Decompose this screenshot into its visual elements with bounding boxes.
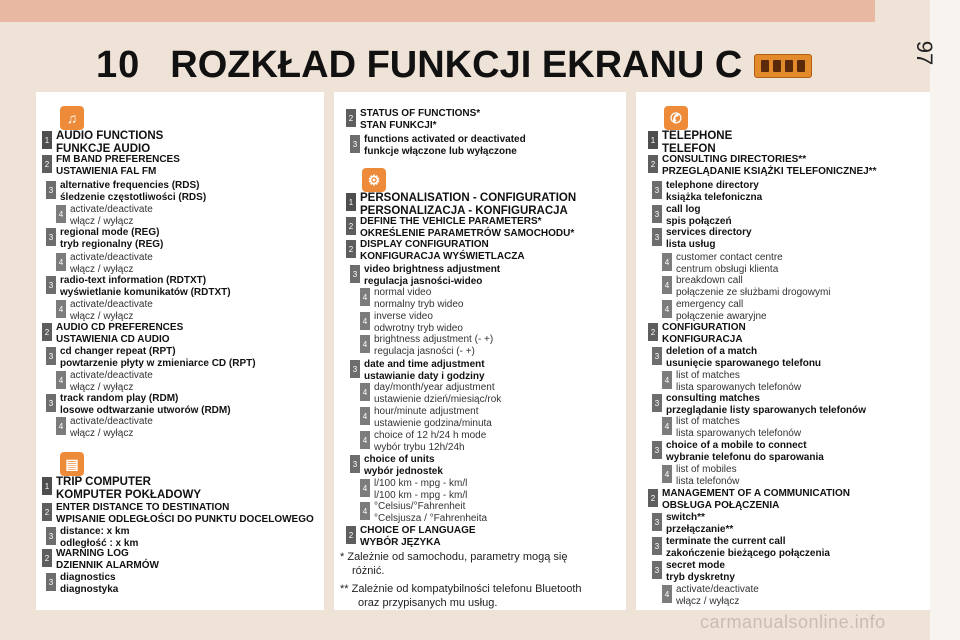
menu-entry-line: MANAGEMENT OF A COMMUNICATION xyxy=(662,488,850,499)
menu-entry-line: ustawianie daty i godziny xyxy=(364,370,485,382)
menu-entry-text xyxy=(676,584,759,607)
menu-entry-line: terminate the current call xyxy=(666,536,786,547)
phone-icon: ✆ xyxy=(664,106,688,130)
menu-entry-line: regulacja jasności (- +) xyxy=(374,345,475,357)
menu-entry-text xyxy=(374,287,463,310)
header-bar xyxy=(0,0,875,22)
chapter-number: 10 xyxy=(96,43,141,86)
menu-entry-text xyxy=(360,239,525,262)
menu-entry-level-4 xyxy=(56,204,153,227)
menu-entry-line: functions activated or deactivated xyxy=(364,134,526,145)
menu-entry-line: OKREŚLENIE PARAMETRÓW SAMOCHODU* xyxy=(360,227,575,239)
level-badge: 4 xyxy=(56,371,66,389)
level-badge: 3 xyxy=(46,181,56,199)
level-badge: 3 xyxy=(46,573,56,591)
trip-computer-icon: ▤ xyxy=(60,452,84,476)
menu-entry-level-4 xyxy=(662,370,801,393)
menu-entry-text xyxy=(364,454,443,477)
menu-entry-text xyxy=(56,322,183,345)
menu-entry-text xyxy=(666,536,830,559)
menu-entry-line: DZIENNIK ALARMÓW xyxy=(56,559,159,571)
menu-entry-text xyxy=(374,478,467,501)
menu-entry-level-2 xyxy=(346,525,476,548)
menu-entry-line: video brightness adjustment xyxy=(364,264,501,275)
menu-entry-text xyxy=(360,192,576,217)
page-number: 97 xyxy=(912,40,938,66)
menu-entry-level-4 xyxy=(56,416,153,439)
menu-entry-line: STATUS OF FUNCTIONS* xyxy=(360,108,481,119)
menu-entry-text xyxy=(56,154,180,177)
menu-entry-text xyxy=(666,180,762,203)
level-badge: 3 xyxy=(652,347,662,365)
menu-entry-line: CONSULTING DIRECTORIES** xyxy=(662,154,807,165)
menu-entry-line: list of matches xyxy=(676,416,740,427)
menu-entry-line: l/100 km - mpg - km/l xyxy=(374,489,468,501)
level-badge: 1 xyxy=(42,477,52,495)
menu-entry-line: tryb regionalny (REG) xyxy=(60,238,164,250)
menu-entry-text xyxy=(666,512,733,535)
menu-entry-level-4 xyxy=(360,382,501,405)
menu-entry-text xyxy=(676,370,801,393)
menu-entry-line: telephone directory xyxy=(666,180,759,191)
menu-entry-line: odległość : x km xyxy=(60,537,139,549)
level-badge: 2 xyxy=(346,109,356,127)
menu-entry-level-2 xyxy=(346,108,480,131)
level-badge: 3 xyxy=(350,135,360,153)
menu-entry-text xyxy=(374,382,501,405)
level-badge: 3 xyxy=(652,537,662,555)
level-badge: 3 xyxy=(652,513,662,531)
menu-entry-text xyxy=(374,311,463,334)
menu-entry-line: PERSONALIZACJA - KONFIGURACJA xyxy=(360,204,568,217)
menu-entry-level-3 xyxy=(652,204,732,227)
level-badge: 4 xyxy=(662,253,672,271)
menu-entry-line: breakdown call xyxy=(676,275,743,286)
menu-entry-level-2 xyxy=(42,502,314,525)
menu-entry-line: TELEFON xyxy=(662,142,716,155)
menu-entry-line: WYBÓR JĘZYKA xyxy=(360,536,441,548)
menu-entry-line: zakończenie bieżącego połączenia xyxy=(666,547,830,559)
menu-entry-line: l/100 km - mpg - km/l xyxy=(374,478,468,489)
level-badge: 4 xyxy=(360,479,370,497)
menu-entry-line: WARNING LOG xyxy=(56,548,129,559)
menu-entry-line: WPISANIE ODLEGŁOŚCI DO PUNKTU DOCELOWEGO xyxy=(56,513,314,525)
menu-entry-line: activate/deactivate xyxy=(70,204,153,215)
menu-entry-level-2 xyxy=(648,322,746,345)
menu-entry-level-2 xyxy=(42,322,183,345)
menu-entry-line: PRZEGLĄDANIE KSIĄŻKI TELEFONICZNEJ** xyxy=(662,165,877,177)
level-badge: 4 xyxy=(360,383,370,401)
menu-entry-level-3 xyxy=(350,264,500,287)
menu-entry-line: activate/deactivate xyxy=(676,584,759,595)
menu-entry-line: normal video xyxy=(374,287,432,298)
menu-entry-text xyxy=(662,154,876,177)
menu-entry-line: track random play (RDM) xyxy=(60,393,179,404)
level-badge: 4 xyxy=(360,312,370,330)
menu-entry-text xyxy=(676,464,739,487)
level-badge: 2 xyxy=(42,503,52,521)
level-badge: 2 xyxy=(42,155,52,173)
menu-entry-line: emergency call xyxy=(676,299,744,310)
menu-entry-line: services directory xyxy=(666,227,752,238)
menu-entry-line: radio-text information (RDTXT) xyxy=(60,275,207,286)
level-badge: 4 xyxy=(56,205,66,223)
menu-entry-line: KONFIGURACJA WYŚWIETLACZA xyxy=(360,250,525,262)
level-badge: 3 xyxy=(46,527,56,545)
menu-entry-line: włącz / wyłącz xyxy=(70,427,134,439)
menu-entry-line: °Celsius/°Fahrenheit xyxy=(374,501,466,512)
level-badge: 1 xyxy=(346,193,356,211)
watermark: carmanualsonline.info xyxy=(700,612,886,632)
menu-entry-text xyxy=(662,488,850,511)
level-badge: 2 xyxy=(346,240,356,258)
menu-entry-text xyxy=(56,502,314,525)
menu-entry-level-3 xyxy=(652,227,752,250)
menu-entry-line: usunięcie sparowanego telefonu xyxy=(666,357,822,369)
menu-entry-line: CHOICE OF LANGUAGE xyxy=(360,525,476,536)
menu-entry-line: activate/deactivate xyxy=(70,370,153,381)
menu-entry-line: choice of a mobile to connect xyxy=(666,440,807,451)
level-badge: 4 xyxy=(662,417,672,435)
menu-entry-level-2 xyxy=(648,488,850,511)
menu-entry-line: lista sparowanych telefonów xyxy=(676,427,802,439)
menu-entry-level-3 xyxy=(350,359,485,382)
menu-entry-level-4 xyxy=(360,501,487,524)
menu-entry-line: switch** xyxy=(666,512,705,523)
level-badge: 3 xyxy=(652,181,662,199)
menu-entry-line: activate/deactivate xyxy=(70,252,153,263)
menu-entry-line: customer contact centre xyxy=(676,252,783,263)
menu-entry-level-4 xyxy=(662,275,831,298)
menu-entry-line: przełączanie** xyxy=(666,523,734,535)
menu-entry-level-4 xyxy=(662,299,767,322)
menu-entry-line: połączenie awaryjne xyxy=(676,310,767,322)
level-badge: 4 xyxy=(56,253,66,271)
footnote-2: ** Zależnie od kompatybilności telefonu Bluetooth oraz przypisanych mu usług. xyxy=(340,583,582,609)
menu-entry-text xyxy=(364,359,485,382)
menu-entry-line: wybór trybu 12h/24h xyxy=(374,441,465,453)
menu-entry-text xyxy=(60,346,256,369)
menu-entry-line: list of matches xyxy=(676,370,740,381)
menu-entry-text xyxy=(666,560,735,583)
menu-entry-text xyxy=(666,204,732,227)
level-badge: 4 xyxy=(360,407,370,425)
menu-entry-level-4 xyxy=(662,584,759,607)
menu-entry-line: °Celsjusza / °Fahrenheita xyxy=(374,512,488,524)
menu-entry-line: DEFINE THE VEHICLE PARAMETERS* xyxy=(360,216,542,227)
menu-entry-line: włącz / wyłącz xyxy=(676,595,740,607)
menu-entry-line: włącz / wyłącz xyxy=(70,263,134,275)
menu-entry-line: STAN FUNKCJI* xyxy=(360,119,437,131)
menu-entry-line: inverse video xyxy=(374,311,433,322)
menu-entry-level-4 xyxy=(662,464,739,487)
menu-entry-text xyxy=(360,108,480,131)
menu-entry-line: FM BAND PREFERENCES xyxy=(56,154,180,165)
menu-entry-line: FUNKCJE AUDIO xyxy=(56,142,151,155)
menu-entry-line: lista sparowanych telefonów xyxy=(676,381,802,393)
menu-entry-text xyxy=(374,430,486,453)
level-badge: 3 xyxy=(350,360,360,378)
menu-entry-level-4 xyxy=(360,478,467,501)
menu-entry-line: choice of units xyxy=(364,454,435,465)
level-badge: 2 xyxy=(648,489,658,507)
level-badge: 2 xyxy=(346,217,356,235)
level-badge: 4 xyxy=(662,276,672,294)
level-badge: 3 xyxy=(652,441,662,459)
menu-entry-text xyxy=(56,548,159,571)
menu-entry-text xyxy=(666,393,866,416)
level-badge: 4 xyxy=(360,288,370,306)
level-badge: 2 xyxy=(648,155,658,173)
menu-entry-level-2 xyxy=(346,216,574,239)
menu-entry-text xyxy=(70,204,153,227)
level-badge: 4 xyxy=(360,502,370,520)
level-badge: 3 xyxy=(46,228,56,246)
side-margin xyxy=(930,0,960,640)
menu-entry-line: hour/minute adjustment xyxy=(374,406,479,417)
menu-entry-text xyxy=(364,264,500,287)
menu-entry-line: PERSONALISATION - CONFIGURATION xyxy=(360,192,577,204)
level-badge: 3 xyxy=(652,228,662,246)
menu-entry-line: spis połączeń xyxy=(666,215,732,227)
menu-entry-level-3 xyxy=(46,180,206,203)
menu-entry-level-2 xyxy=(648,154,876,177)
menu-entry-level-2 xyxy=(42,154,180,177)
menu-entry-level-3 xyxy=(652,180,762,203)
menu-entry-level-4 xyxy=(56,370,153,393)
menu-entry-level-4 xyxy=(360,311,463,334)
menu-entry-level-3 xyxy=(350,454,443,477)
level-badge: 3 xyxy=(652,394,662,412)
menu-entry-text xyxy=(70,416,153,439)
menu-entry-text xyxy=(676,252,783,275)
menu-entry-line: lista telefonów xyxy=(676,475,740,487)
menu-entry-level-3 xyxy=(46,526,138,549)
menu-entry-line: list of mobiles xyxy=(676,464,737,475)
level-badge: 1 xyxy=(42,131,52,149)
page-title-row xyxy=(96,42,742,88)
menu-entry-level-3 xyxy=(652,560,735,583)
menu-entry-line: przeglądanie listy sparowanych telefonów xyxy=(666,404,867,416)
level-badge: 1 xyxy=(648,131,658,149)
menu-entry-text xyxy=(676,275,831,298)
menu-entry-line: funkcje włączone lub wyłączone xyxy=(364,145,517,157)
level-badge: 4 xyxy=(662,300,672,318)
menu-entry-level-3 xyxy=(652,440,824,463)
menu-entry-text xyxy=(666,440,824,463)
level-badge: 3 xyxy=(652,561,662,579)
menu-entry-level-2 xyxy=(346,239,525,262)
menu-entry-line: diagnostics xyxy=(60,572,116,583)
menu-entry-line: cd changer repeat (RPT) xyxy=(60,346,176,357)
menu-entry-line: wyświetlanie komunikatów (RDTXT) xyxy=(60,286,231,298)
menu-entry-text xyxy=(662,130,732,155)
menu-entry-level-3 xyxy=(350,134,526,157)
footnote-1: * Zależnie od samochodu, parametry mogą się różnić. xyxy=(340,551,568,577)
menu-entry-line: losowe odtwarzanie utworów (RDM) xyxy=(60,404,231,416)
level-badge: 3 xyxy=(350,265,360,283)
menu-entry-line: tryb dyskretny xyxy=(666,571,735,583)
settings-icon: ⚙ xyxy=(362,168,386,192)
level-badge: 2 xyxy=(42,323,52,341)
menu-entry-line: regional mode (REG) xyxy=(60,227,160,238)
menu-entry-level-4 xyxy=(56,299,153,322)
menu-entry-level-4 xyxy=(360,430,486,453)
level-badge: 3 xyxy=(46,347,56,365)
menu-entry-line: deletion of a match xyxy=(666,346,758,357)
menu-entry-line: normalny tryb wideo xyxy=(374,298,464,310)
menu-entry-level-1 xyxy=(346,192,576,217)
menu-entry-level-4 xyxy=(56,252,153,275)
menu-entry-line: date and time adjustment xyxy=(364,359,485,370)
level-badge: 3 xyxy=(46,394,56,412)
level-badge: 2 xyxy=(346,526,356,544)
menu-entry-line: powtarzenie płyty w zmieniarce CD (RPT) xyxy=(60,357,256,369)
menu-entry-text xyxy=(60,180,206,203)
menu-entry-text xyxy=(60,393,231,416)
menu-entry-level-1 xyxy=(648,130,732,155)
menu-entry-line: połączenie ze służbami drogowymi xyxy=(676,286,831,298)
menu-entry-line: wybranie telefonu do sparowania xyxy=(666,451,824,463)
menu-entry-text xyxy=(666,346,821,369)
menu-entry-text xyxy=(56,476,201,501)
menu-entry-level-4 xyxy=(360,287,463,310)
menu-entry-line: centrum obsługi klienta xyxy=(676,263,779,275)
menu-entry-line: włącz / wyłącz xyxy=(70,310,134,322)
menu-entry-level-4 xyxy=(662,252,783,275)
menu-entry-level-4 xyxy=(360,406,492,429)
level-badge: 3 xyxy=(350,455,360,473)
menu-entry-line: secret mode xyxy=(666,560,725,571)
menu-entry-line: USTAWIENIA CD AUDIO xyxy=(56,333,170,345)
menu-entry-line: USTAWIENIA FAL FM xyxy=(56,165,157,177)
menu-entry-level-3 xyxy=(652,393,866,416)
menu-entry-text xyxy=(70,252,153,275)
menu-entry-line: distance: x km xyxy=(60,526,130,537)
menu-entry-line: activate/deactivate xyxy=(70,299,153,310)
menu-entry-line: DISPLAY CONFIGURATION xyxy=(360,239,489,250)
level-badge: 4 xyxy=(662,465,672,483)
menu-entry-text xyxy=(374,406,492,429)
menu-entry-level-3 xyxy=(46,346,256,369)
menu-entry-text xyxy=(60,275,231,298)
menu-entry-line: śledzenie częstotliwości (RDS) xyxy=(60,191,207,203)
menu-entry-line: diagnostyka xyxy=(60,583,119,595)
menu-entry-line: włącz / wyłącz xyxy=(70,381,134,393)
menu-entry-text xyxy=(364,134,526,157)
level-badge: 4 xyxy=(360,431,370,449)
menu-entry-text xyxy=(70,370,153,393)
menu-entry-line: OBSŁUGA POŁĄCZENIA xyxy=(662,499,780,511)
menu-entry-line: lista usług xyxy=(666,238,716,250)
menu-entry-level-3 xyxy=(652,346,821,369)
menu-entry-line: regulacja jasności-wideo xyxy=(364,275,483,287)
menu-entry-line: włącz / wyłącz xyxy=(70,215,134,227)
menu-entry-level-2 xyxy=(42,548,159,571)
menu-entry-line: książka telefoniczna xyxy=(666,191,763,203)
menu-entry-text xyxy=(676,416,801,439)
menu-entry-line: AUDIO CD PREFERENCES xyxy=(56,322,184,333)
level-badge: 4 xyxy=(56,417,66,435)
level-badge: 3 xyxy=(652,205,662,223)
menu-entry-line: brightness adjustment (- +) xyxy=(374,334,494,345)
menu-entry-level-1 xyxy=(42,476,201,501)
level-badge: 4 xyxy=(360,335,370,353)
menu-entry-line: activate/deactivate xyxy=(70,416,153,427)
menu-entry-line: call log xyxy=(666,204,701,215)
menu-entry-line: alternative frequencies (RDS) xyxy=(60,180,200,191)
menu-entry-level-4 xyxy=(662,416,801,439)
menu-entry-line: KONFIGURACJA xyxy=(662,333,743,345)
menu-entry-line: TRIP COMPUTER xyxy=(56,476,151,488)
menu-entry-text xyxy=(374,501,487,524)
menu-entry-text xyxy=(360,216,574,239)
menu-entry-line: ustawienie dzień/miesiąc/rok xyxy=(374,393,502,405)
menu-entry-text xyxy=(56,130,163,155)
menu-entry-text xyxy=(70,299,153,322)
menu-entry-level-3 xyxy=(46,393,231,416)
menu-entry-line: KOMPUTER POKŁADOWY xyxy=(56,488,202,501)
menu-entry-line: wybór jednostek xyxy=(364,465,443,477)
menu-entry-text xyxy=(60,572,118,595)
music-note-icon: ♫ xyxy=(60,106,84,130)
menu-entry-level-4 xyxy=(360,334,493,357)
menu-entry-level-3 xyxy=(46,275,231,298)
menu-entry-text xyxy=(662,322,746,345)
menu-entry-level-3 xyxy=(652,512,733,535)
menu-entry-level-3 xyxy=(46,572,118,595)
menu-entry-line: odwrotny tryb wideo xyxy=(374,322,463,334)
level-badge: 4 xyxy=(662,371,672,389)
menu-entry-text xyxy=(374,334,493,357)
menu-entry-line: TELEPHONE xyxy=(662,130,733,142)
menu-entry-level-1 xyxy=(42,130,163,155)
menu-entry-text xyxy=(360,525,476,548)
menu-entry-line: CONFIGURATION xyxy=(662,322,746,333)
menu-entry-level-3 xyxy=(46,227,163,250)
level-badge: 4 xyxy=(56,300,66,318)
level-badge: 2 xyxy=(42,549,52,567)
level-badge: 3 xyxy=(46,276,56,294)
menu-entry-text xyxy=(676,299,767,322)
menu-entry-line: choice of 12 h/24 h mode xyxy=(374,430,487,441)
menu-entry-line: consulting matches xyxy=(666,393,760,404)
menu-entry-line: ENTER DISTANCE TO DESTINATION xyxy=(56,502,230,513)
level-badge: 4 xyxy=(662,585,672,603)
level-badge: 2 xyxy=(648,323,658,341)
screen-c-icon xyxy=(754,54,812,78)
menu-entry-level-3 xyxy=(652,536,830,559)
menu-entry-text xyxy=(60,227,163,250)
menu-entry-line: ustawienie godzina/minuta xyxy=(374,417,492,429)
menu-entry-text xyxy=(666,227,752,250)
menu-entry-line: AUDIO FUNCTIONS xyxy=(56,130,164,142)
page-title: ROZKŁAD FUNKCJI EKRANU C xyxy=(170,43,743,86)
menu-entry-line: day/month/year adjustment xyxy=(374,382,495,393)
menu-entry-text xyxy=(60,526,138,549)
